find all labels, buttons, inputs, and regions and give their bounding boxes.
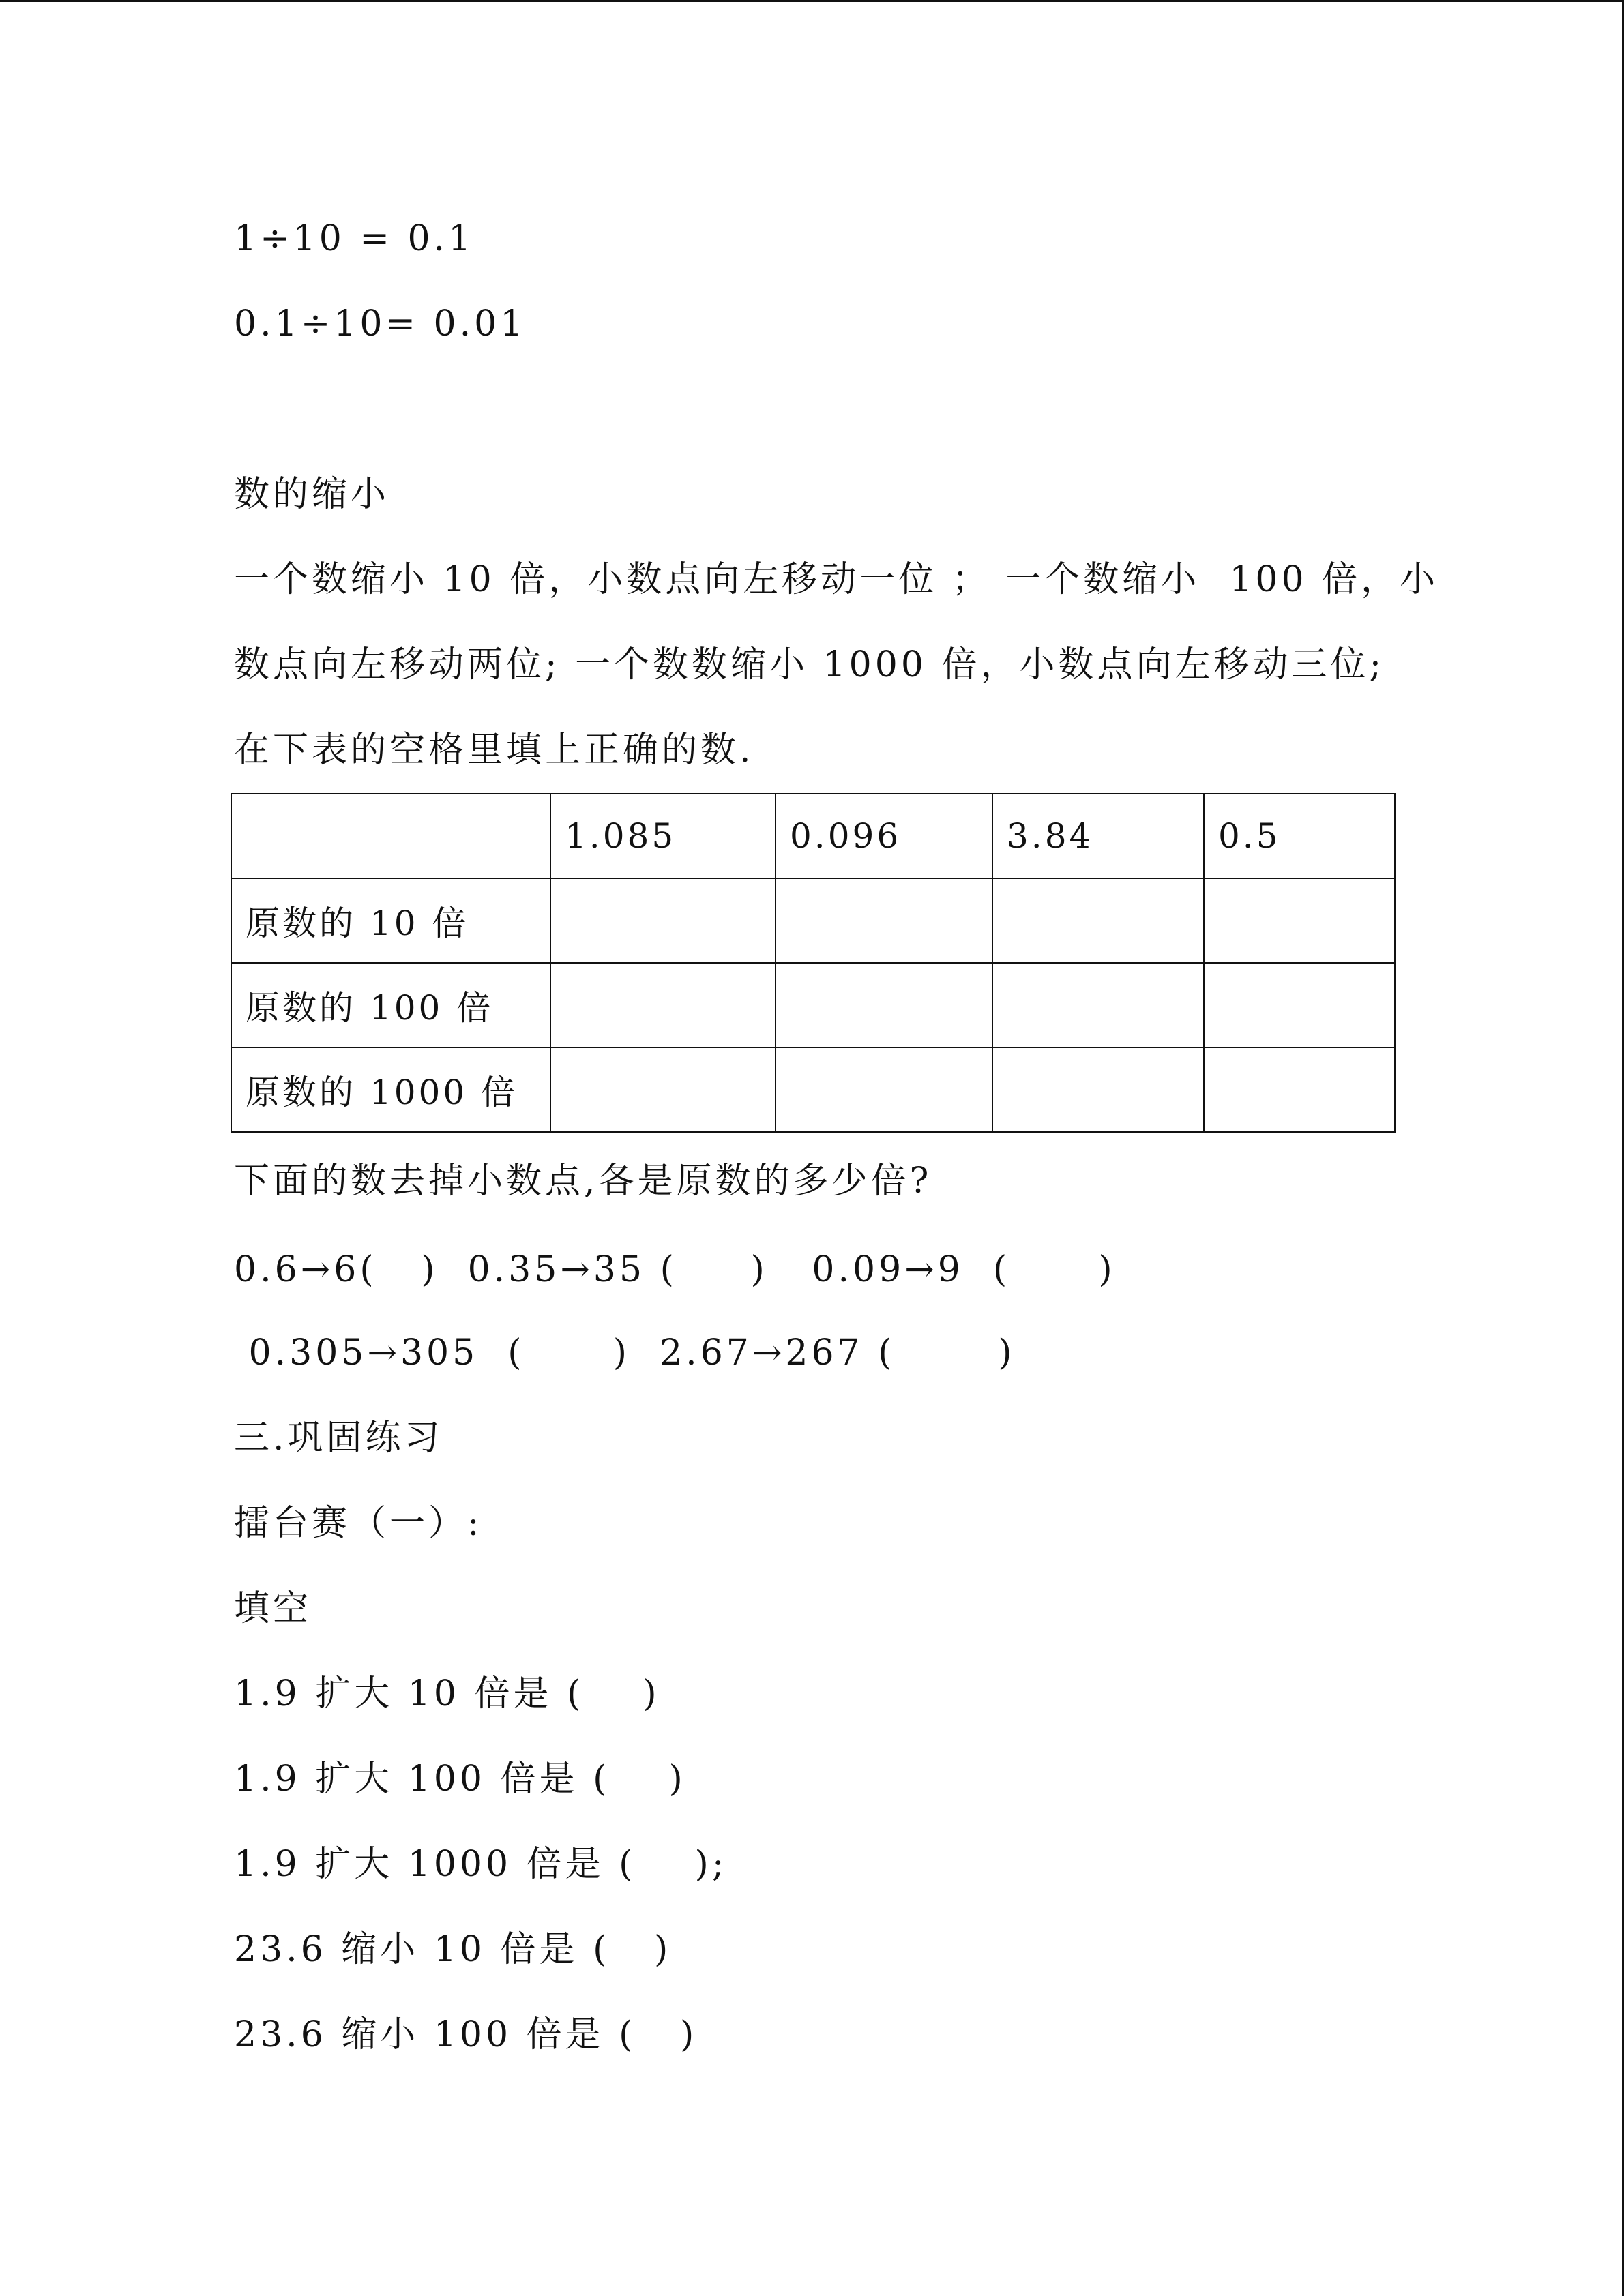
table-answer-cell[interactable]	[1204, 963, 1395, 1047]
table-answer-cell[interactable]	[550, 1047, 776, 1132]
arrow-exercise-row-1: 0.6→6( ) 0.35→35 ( ) 0.09→9 ( )	[234, 1249, 1116, 1290]
rule-text-line-1: 一个数缩小 10 倍，小数点向左移动一位 ； 一个数缩小 100 倍，小	[234, 559, 1439, 600]
table-answer-cell[interactable]	[1204, 1047, 1395, 1132]
fill-question-4: 23.6 缩小 10 倍是 ( )	[234, 1929, 672, 1970]
contest-heading: 擂台赛（一）:	[234, 1503, 483, 1544]
table-row	[231, 1047, 1395, 1132]
table-header-cell: 0.5	[1204, 794, 1395, 878]
table-header-row	[231, 794, 1395, 878]
fill-blank-heading: 填空	[234, 1588, 312, 1629]
table-row-label: 原数的 10 倍	[231, 878, 550, 963]
table-row	[231, 878, 1395, 963]
table-row	[231, 963, 1395, 1047]
equation-line-1: 1÷10 = 0.1	[234, 218, 475, 259]
table-answer-cell[interactable]	[776, 1047, 992, 1132]
table-header-cell: 3.84	[992, 794, 1204, 878]
equation-line-2: 0.1÷10= 0.01	[234, 303, 527, 344]
fill-question-3: 1.9 扩大 1000 倍是 ( );	[234, 1844, 728, 1885]
question-remove-decimal-point: 下面的数去掉小数点,各是原数的多少倍?	[234, 1161, 932, 1202]
table-row-label: 原数的 1000 倍	[231, 1047, 550, 1132]
section-three-heading: 三.巩固练习	[234, 1418, 443, 1459]
table-row-label: 原数的 100 倍	[231, 963, 550, 1047]
table-instruction: 在下表的空格里填上正确的数.	[234, 730, 754, 771]
fill-question-1: 1.9 扩大 10 倍是 ( )	[234, 1673, 660, 1714]
multiplication-table	[231, 793, 1396, 1133]
fill-question-2: 1.9 扩大 100 倍是 ( )	[234, 1759, 686, 1800]
table-answer-cell[interactable]	[550, 963, 776, 1047]
table-answer-cell[interactable]	[776, 963, 992, 1047]
table-header-cell: 0.096	[776, 794, 992, 878]
table-answer-cell[interactable]	[992, 878, 1204, 963]
arrow-exercise-row-2: 0.305→305 ( ) 2.67→267 ( )	[234, 1332, 1016, 1373]
table-answer-cell[interactable]	[992, 1047, 1204, 1132]
table-answer-cell[interactable]	[992, 963, 1204, 1047]
rule-text-line-2: 数点向左移动两位; 一个数数缩小 1000 倍，小数点向左移动三位;	[234, 644, 1385, 685]
table-answer-cell[interactable]	[550, 878, 776, 963]
fill-question-5: 23.6 缩小 100 倍是 ( )	[234, 2014, 698, 2055]
section-heading-shrink: 数的缩小	[234, 474, 390, 515]
table-header-cell: 1.085	[550, 794, 776, 878]
page-top-border	[0, 0, 1624, 2]
table-answer-cell[interactable]	[776, 878, 992, 963]
table-answer-cell[interactable]	[1204, 878, 1395, 963]
table-corner-cell	[231, 794, 550, 878]
